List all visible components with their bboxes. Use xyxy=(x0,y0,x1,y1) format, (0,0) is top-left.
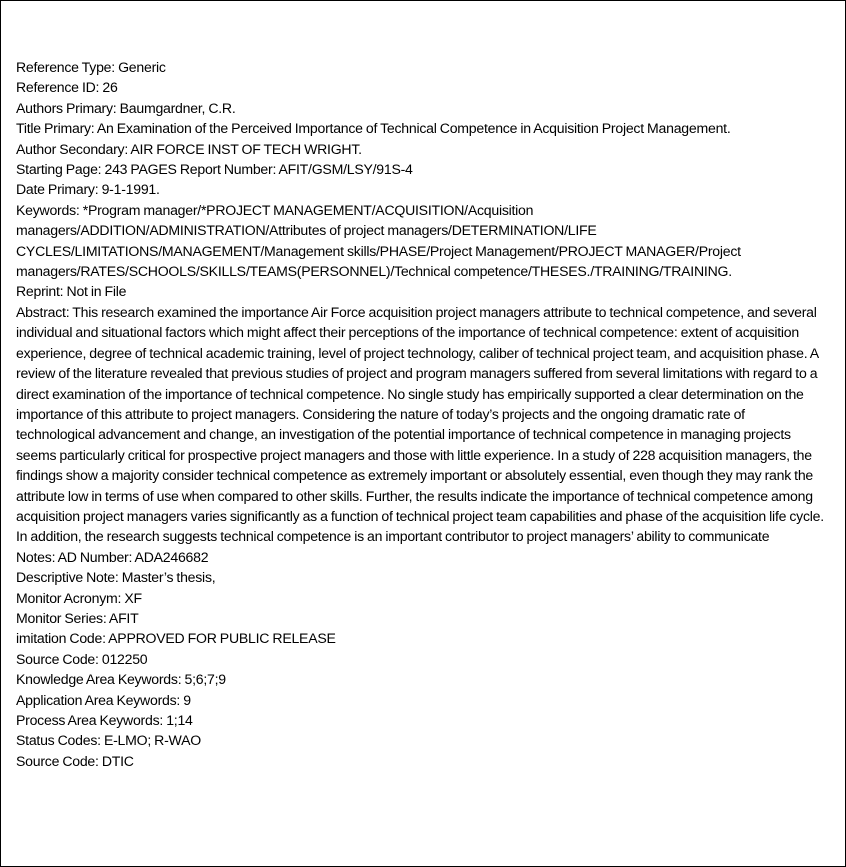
field-authors-primary xyxy=(16,98,824,118)
field-status-codes xyxy=(16,730,824,750)
field-label: imitation Code: xyxy=(16,630,106,647)
field-value: E-LMO; R-WAO xyxy=(103,732,201,749)
field-value: 5;6;7;9 xyxy=(184,671,226,688)
field-value: This research examined the importance Air Force acquisition project managers attribute to technical competence, and several individual and situational factors which might affect their perceptions of the importance of technical competence: extent of acquisition experience, degree of technical academic training, level of project technology, caliber of technical project team, and acquisition phase. A review of the literature revealed that previous studies of project and program managers suffered from several limitations with regard to a direct examination of the importance of technical competence. No single study has empirically supported a clear determination on the importance of this attribute to project managers. Considering the nature of today’s projects and the ongoing dramatic rate of technological advancement and change, an investigation of the potential importance of technical competence in managing projects seems particularly critical for prospective project managers and those with little experience. In a study of 228 acquisition managers, the findings show a majority consider technical competence as extremely important or absolutely essential, even though they may rank the attribute low in terms of use when compared to other skills. Further, the results indicate the importance of technical competence among acquisition project managers varies significantly as a function of technical project team capabilities and phase of the acquisition life cycle. In addition, the research suggests technical competence is an important contributor to project managers’ ability to communicate xyxy=(16,303,824,545)
field-label: Title Primary: xyxy=(16,120,95,137)
field-label: Application Area Keywords: xyxy=(16,691,181,708)
field-label: Keywords: xyxy=(16,201,80,218)
field-value: *Program manager/*PROJECT MANAGEMENT/ACQUISITION/Acquisition managers/ADDITION/ADMINISTRATION/Attributes of project managers/DETERMINATION/LIFE CYCLES/LIMITATIONS/MANAGEMENT/Management skills/PHASE/Project Management/PROJECT MANAGER/Project managers/RATES/SCHOOLS/SKILLS/TEAMS(PERSONNEL)/Technical competence/THESES./TRAINING/TRAINING. xyxy=(16,201,741,280)
field-value: 012250 xyxy=(101,650,148,667)
field-value: Generic xyxy=(118,59,166,75)
field-application-area-keywords xyxy=(16,690,824,710)
field-monitor-series xyxy=(16,608,824,628)
field-abstract xyxy=(16,302,824,547)
field-monitor-acronym xyxy=(16,588,824,608)
field-label: Reprint: xyxy=(16,283,64,300)
field-label: Monitor Series: xyxy=(16,609,107,626)
field-reprint xyxy=(16,281,824,301)
field-value: 243 PAGES Report Number: AFIT/GSM/LSY/91S-4 xyxy=(104,161,413,178)
field-label: Notes: xyxy=(16,548,56,565)
field-value: AD Number: ADA246682 xyxy=(57,548,209,565)
reference-record xyxy=(16,57,824,771)
field-value: 9 xyxy=(183,691,191,708)
field-source-code xyxy=(16,649,824,669)
field-value: 1;14 xyxy=(166,712,193,728)
field-value: Master’s thesis, xyxy=(121,569,216,586)
field-author-secondary xyxy=(16,139,824,159)
field-date-primary xyxy=(16,179,824,199)
field-starting-page xyxy=(16,159,824,179)
field-label: Reference Type: xyxy=(16,59,115,75)
field-reference-id xyxy=(16,77,824,97)
field-notes xyxy=(16,547,824,567)
field-label: Date Primary: xyxy=(16,181,99,198)
field-label: Abstract: xyxy=(16,303,70,320)
field-limitation-code xyxy=(16,628,824,648)
field-source-code-dtic xyxy=(16,751,824,771)
field-value: Not in File xyxy=(66,283,127,300)
field-label: Reference ID: xyxy=(16,79,100,96)
field-value: DTIC xyxy=(101,752,134,769)
field-value: AIR FORCE INST OF TECH WRIGHT. xyxy=(130,140,362,157)
field-label: Descriptive Note: xyxy=(16,569,119,586)
field-value: APPROVED FOR PUBLIC RELEASE xyxy=(108,630,336,647)
field-value: 9-1-1991. xyxy=(101,181,160,198)
field-keywords xyxy=(16,200,824,282)
field-title-primary xyxy=(16,118,824,138)
field-label: Author Secondary: xyxy=(16,140,128,157)
field-reference-type xyxy=(16,57,824,77)
field-value: XF xyxy=(124,589,142,606)
field-label: Status Codes: xyxy=(16,732,101,749)
field-label: Monitor Acronym: xyxy=(16,589,122,606)
field-knowledge-area-keywords xyxy=(16,669,824,689)
field-label: Starting Page: xyxy=(16,161,102,178)
field-label: Source Code: xyxy=(16,752,99,769)
field-process-area-keywords xyxy=(16,710,824,730)
field-label: Process Area Keywords: xyxy=(16,712,164,728)
field-value: AFIT xyxy=(108,609,139,626)
field-value: An Examination of the Perceived Importance of Technical Competence in Acquisition Project Management. xyxy=(96,120,731,137)
field-descriptive-note xyxy=(16,567,824,587)
field-value: 26 xyxy=(102,79,118,96)
field-value: Baumgardner, C.R. xyxy=(119,99,236,116)
field-label: Knowledge Area Keywords: xyxy=(16,671,182,688)
field-label: Authors Primary: xyxy=(16,99,117,116)
field-label: Source Code: xyxy=(16,650,99,667)
